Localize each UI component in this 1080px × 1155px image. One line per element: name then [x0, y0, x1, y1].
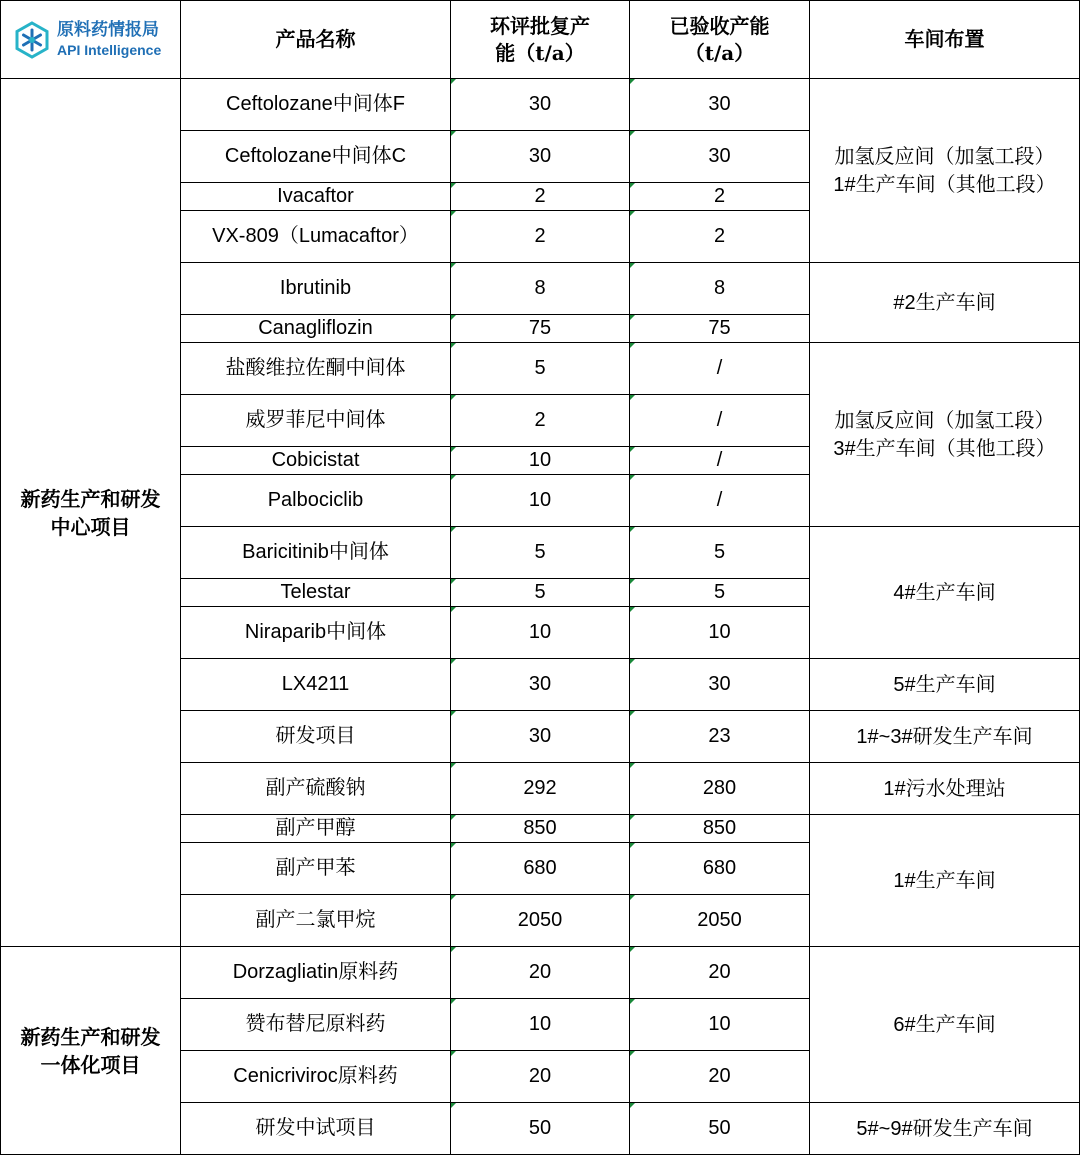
- logo: [1, 1, 181, 79]
- workshop-cell: [810, 79, 1080, 263]
- product-cell: 副产硫酸钠: [181, 763, 451, 815]
- accepted-cell: 75: [630, 315, 810, 343]
- accepted-cell: /: [630, 343, 810, 395]
- approved-cell: 5: [451, 527, 630, 579]
- group-label-line1: 新药生产和研发: [20, 1024, 161, 1049]
- accepted-cell: 30: [630, 79, 810, 131]
- product-cell: LX4211: [181, 659, 451, 711]
- workshop-cell: 1#污水处理站: [810, 763, 1080, 815]
- product-cell: VX-809（Lumacaftor）: [181, 211, 451, 263]
- approved-cell: 10: [451, 475, 630, 527]
- accepted-cell: /: [630, 447, 810, 475]
- approved-cell: 30: [451, 711, 630, 763]
- header-workshop: 车间布置: [810, 1, 1080, 79]
- product-cell: Baricitinib中间体: [181, 527, 451, 579]
- product-cell: 威罗菲尼中间体: [181, 395, 451, 447]
- group-cell-center: [1, 79, 181, 947]
- approved-cell: 5: [451, 343, 630, 395]
- header-approved: [451, 1, 630, 79]
- accepted-cell: 50: [630, 1103, 810, 1155]
- group-label-line1: 新药生产和研发: [20, 486, 161, 511]
- accepted-cell: 2050: [630, 895, 810, 947]
- table-row: [1, 947, 1080, 999]
- snowflake-logo-icon: [13, 21, 51, 59]
- approved-cell: 2: [451, 395, 630, 447]
- product-cell: Cenicriviroc原料药: [181, 1051, 451, 1103]
- accepted-cell: 30: [630, 131, 810, 183]
- approved-cell: 75: [451, 315, 630, 343]
- workshop-cell: 5#~9#研发生产车间: [810, 1103, 1080, 1155]
- approved-cell: 850: [451, 815, 630, 843]
- header-accepted: [630, 1, 810, 79]
- workshop-cell: 1#~3#研发生产车间: [810, 711, 1080, 763]
- workshop-line: 3#生产车间（其他工段）: [833, 437, 1056, 460]
- product-cell: 副产二氯甲烷: [181, 895, 451, 947]
- header-row: [1, 1, 1080, 79]
- approved-cell: 292: [451, 763, 630, 815]
- approved-cell: 10: [451, 607, 630, 659]
- accepted-cell: 5: [630, 527, 810, 579]
- accepted-cell: 2: [630, 183, 810, 211]
- workshop-line: 加氢反应间（加氢工段）: [834, 145, 1055, 168]
- approved-cell: 2050: [451, 895, 630, 947]
- approved-cell: 2: [451, 211, 630, 263]
- accepted-cell: 20: [630, 947, 810, 999]
- product-cell: Ivacaftor: [181, 183, 451, 211]
- accepted-cell: 30: [630, 659, 810, 711]
- workshop-line: 1#生产车间（其他工段）: [833, 173, 1056, 196]
- approved-cell: 2: [451, 183, 630, 211]
- approved-cell: 20: [451, 947, 630, 999]
- header-accepted-line2: （t/a）: [684, 40, 755, 65]
- group-label-line2: 中心项目: [50, 514, 131, 539]
- approved-cell: 680: [451, 843, 630, 895]
- product-cell: Telestar: [181, 579, 451, 607]
- accepted-cell: /: [630, 395, 810, 447]
- table-row: [1, 79, 1080, 131]
- header-approved-line1: 环评批复产: [490, 13, 590, 38]
- header-accepted-line1: 已验收产能: [669, 13, 770, 38]
- product-cell: Niraparib中间体: [181, 607, 451, 659]
- accepted-cell: 10: [630, 607, 810, 659]
- product-cell: 赞布替尼原料药: [181, 999, 451, 1051]
- workshop-cell: 1#生产车间: [810, 815, 1080, 947]
- product-cell: 副产甲苯: [181, 843, 451, 895]
- workshop-cell: 5#生产车间: [810, 659, 1080, 711]
- header-product: 产品名称: [181, 1, 451, 79]
- logo-en-text: API Intelligence: [57, 42, 162, 58]
- accepted-cell: 5: [630, 579, 810, 607]
- product-cell: 研发项目: [181, 711, 451, 763]
- product-cell: Palbociclib: [181, 475, 451, 527]
- product-cell: 盐酸维拉佐酮中间体: [181, 343, 451, 395]
- product-cell: Dorzagliatin原料药: [181, 947, 451, 999]
- product-cell: Ceftolozane中间体C: [181, 131, 451, 183]
- logo-cn-text: 原料药情报局: [57, 20, 159, 40]
- product-cell: Cobicistat: [181, 447, 451, 475]
- workshop-cell: 4#生产车间: [810, 527, 1080, 659]
- accepted-cell: 10: [630, 999, 810, 1051]
- accepted-cell: 20: [630, 1051, 810, 1103]
- approved-cell: 10: [451, 999, 630, 1051]
- workshop-cell: #2生产车间: [810, 263, 1080, 343]
- approved-cell: 30: [451, 131, 630, 183]
- group-label-line2: 一体化项目: [40, 1052, 141, 1077]
- approved-cell: 10: [451, 447, 630, 475]
- workshop-line: 加氢反应间（加氢工段）: [834, 409, 1055, 432]
- approved-cell: 5: [451, 579, 630, 607]
- header-approved-line2: 能（t/a）: [495, 40, 585, 65]
- workshop-cell: 6#生产车间: [810, 947, 1080, 1103]
- approved-cell: 30: [451, 79, 630, 131]
- approved-cell: 50: [451, 1103, 630, 1155]
- workshop-cell: [810, 343, 1080, 527]
- approved-cell: 20: [451, 1051, 630, 1103]
- group-cell-integrated: [1, 947, 181, 1155]
- accepted-cell: /: [630, 475, 810, 527]
- product-cell: 副产甲醇: [181, 815, 451, 843]
- approved-cell: 8: [451, 263, 630, 315]
- approved-cell: 30: [451, 659, 630, 711]
- product-cell: Ceftolozane中间体F: [181, 79, 451, 131]
- accepted-cell: 2: [630, 211, 810, 263]
- product-cell: Ibrutinib: [181, 263, 451, 315]
- accepted-cell: 23: [630, 711, 810, 763]
- accepted-cell: 850: [630, 815, 810, 843]
- product-cell: 研发中试项目: [181, 1103, 451, 1155]
- accepted-cell: 680: [630, 843, 810, 895]
- accepted-cell: 280: [630, 763, 810, 815]
- accepted-cell: 8: [630, 263, 810, 315]
- product-cell: Canagliflozin: [181, 315, 451, 343]
